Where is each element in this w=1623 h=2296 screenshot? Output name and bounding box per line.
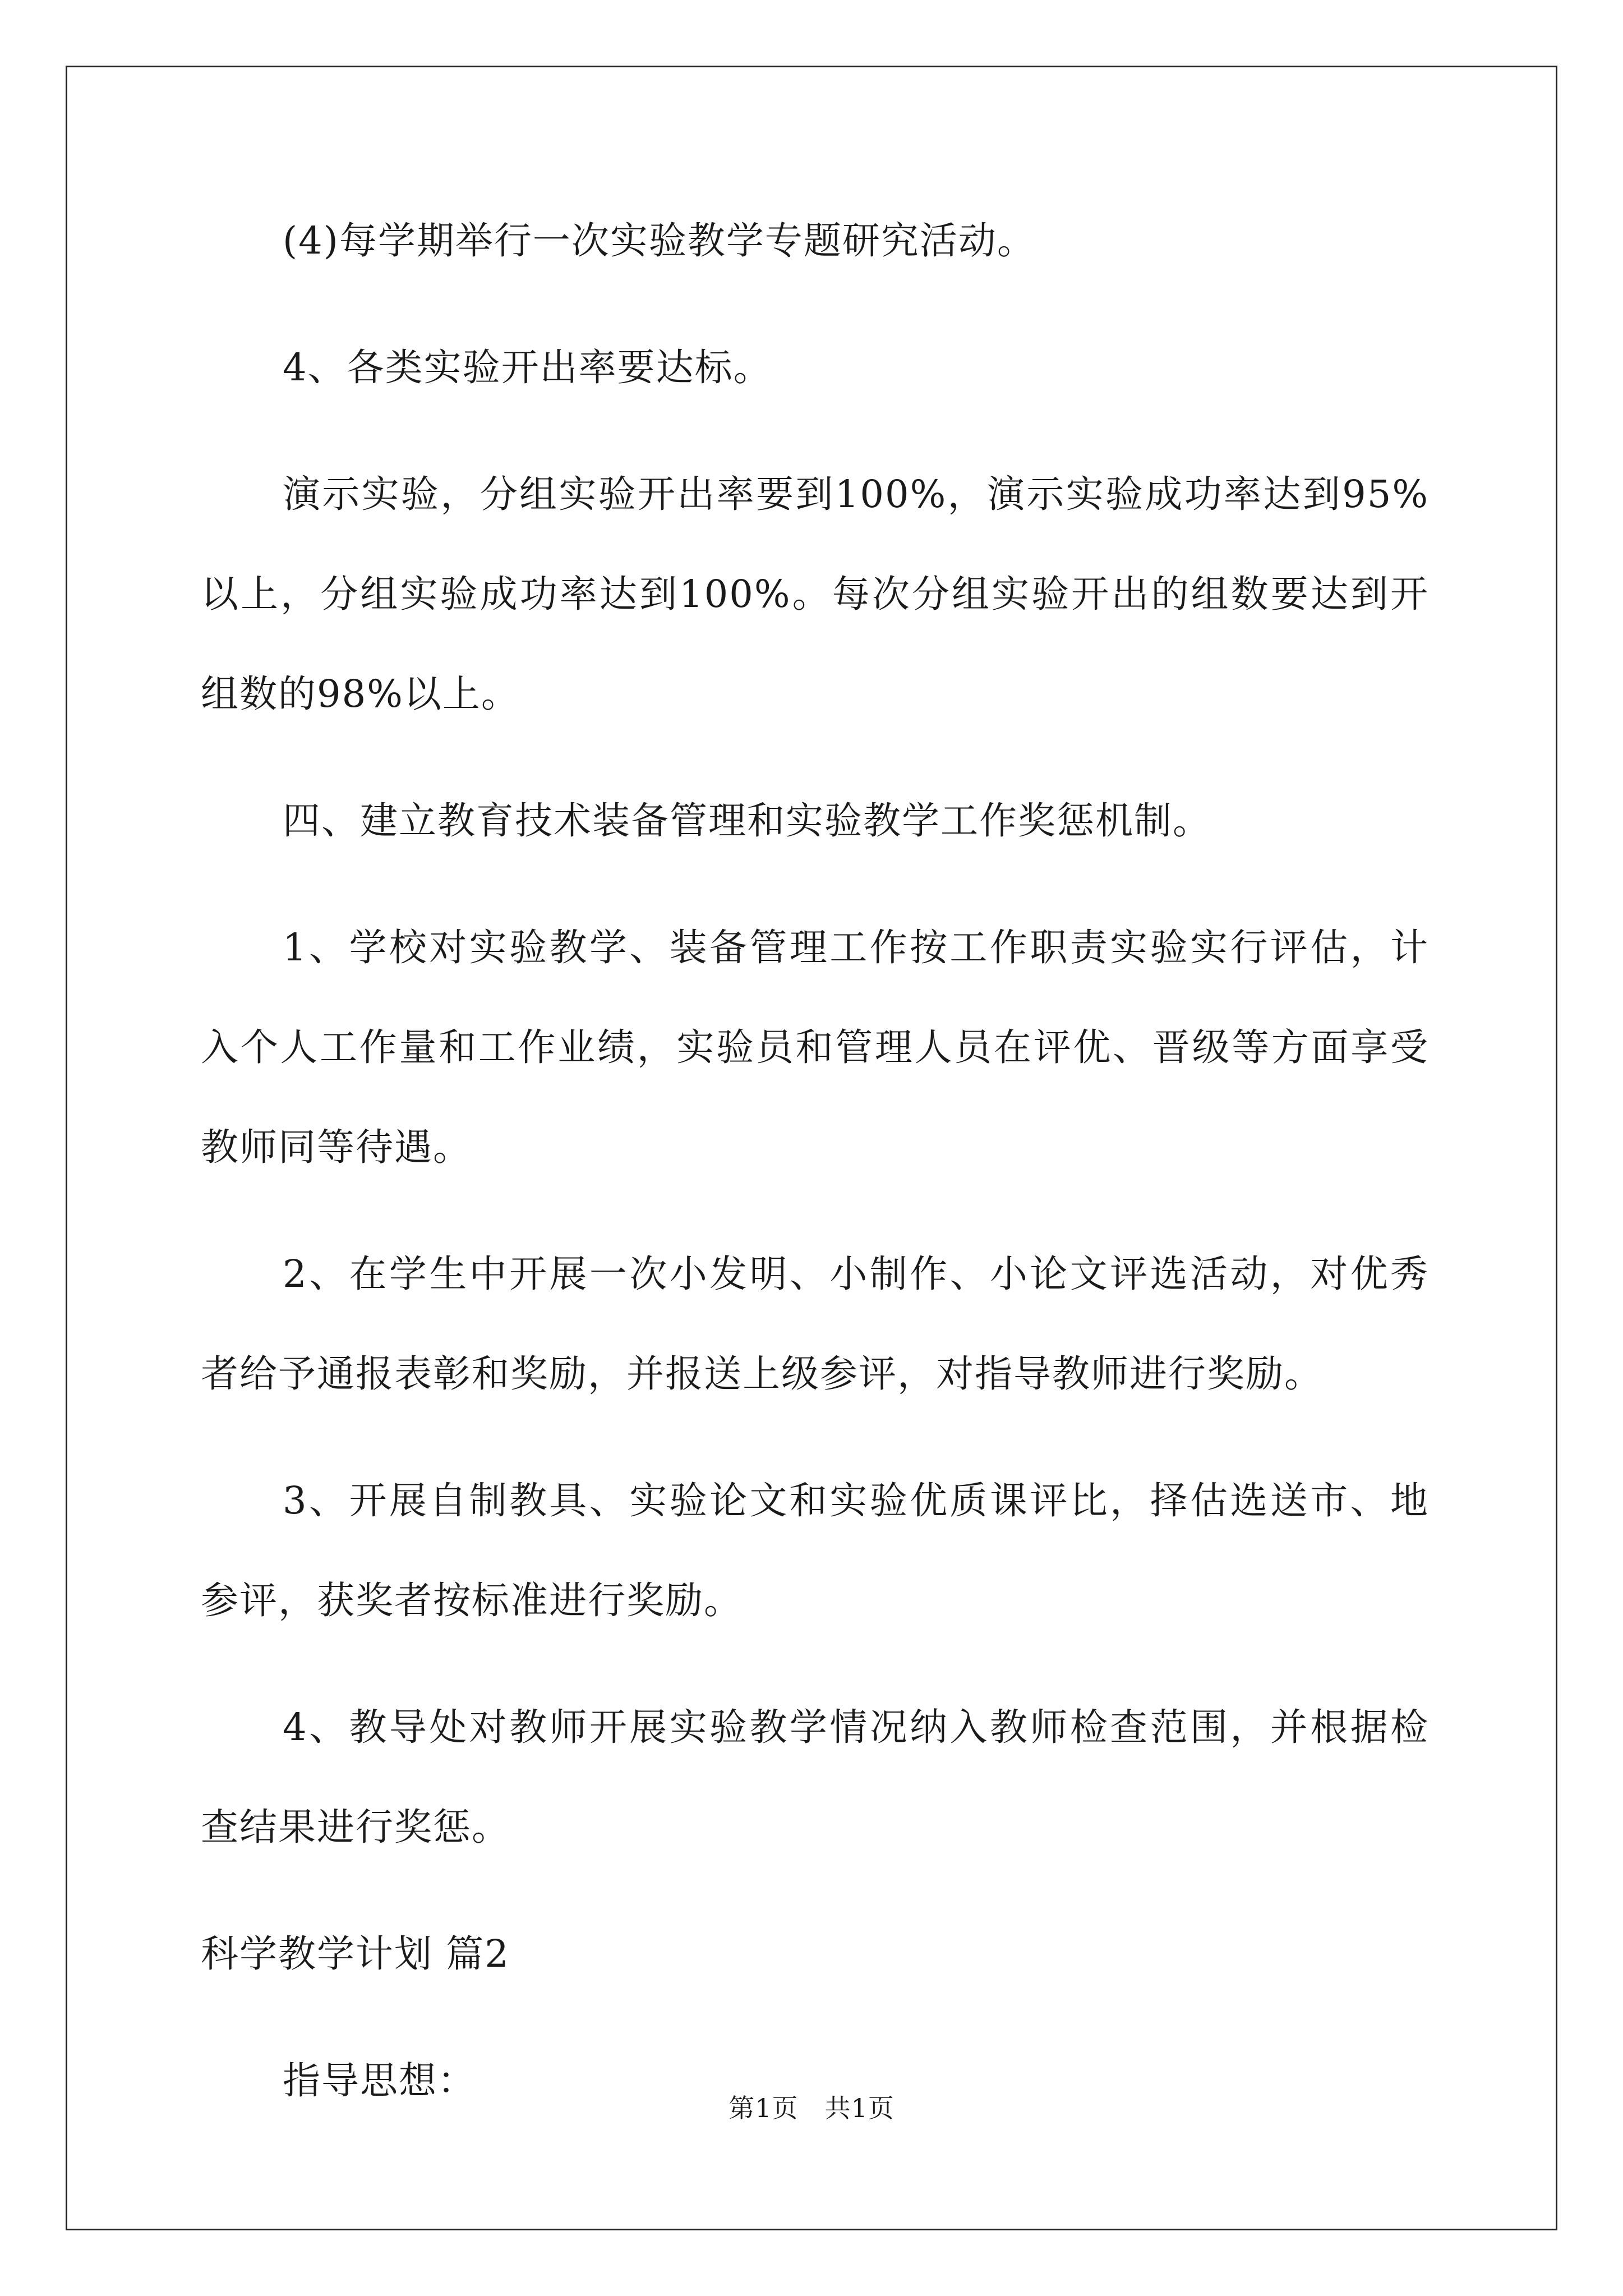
paragraph-demo-experiment: 演示实验，分组实验开出率要到100%，演示实验成功率达到95%以上，分组实验成功率达到100%。每次分组实验开出的组数要达到开组数的98%以上。 bbox=[201, 472, 1429, 716]
paragraph-lab-rate: 4、各类实验开出率要达标。 bbox=[283, 346, 772, 389]
document-body bbox=[201, 191, 1429, 2157]
paragraph-inspection: 4、教导处对教师开展实验教学情况纳入教师检查范围，并根据检查结果进行奖惩。 bbox=[201, 1705, 1429, 1849]
paragraph-lab-research: (4)每学期举行一次实验教学专题研究活动。 bbox=[283, 219, 1036, 263]
section-title: 科学教学计划 篇2 bbox=[201, 1932, 510, 1976]
paragraph-section-four: 四、建立教育技术装备管理和实验教学工作奖惩机制。 bbox=[283, 799, 1211, 843]
paragraph-teaching-aids: 3、开展自制教具、实验论文和实验优质课评比，择估选送市、地参评，获奖者按标准进行奖励。 bbox=[201, 1479, 1429, 1622]
paragraph-student-activities: 2、在学生中开展一次小发明、小制作、小论文评选活动，对优秀者给予通报表彰和奖励，并报送上级参评，对指导教师进行奖励。 bbox=[201, 1252, 1429, 1396]
paragraph-evaluation: 1、学校对实验教学、装备管理工作按工作职责实验实行评估，计入个人工作量和工作业绩，实验员和管理人员在评优、晋级等方面享受教师同等待遇。 bbox=[201, 926, 1429, 1169]
page-footer: 第1页 共1页 bbox=[728, 2093, 895, 2123]
paragraph-guiding-thought: 指导思想： bbox=[283, 2059, 476, 2102]
